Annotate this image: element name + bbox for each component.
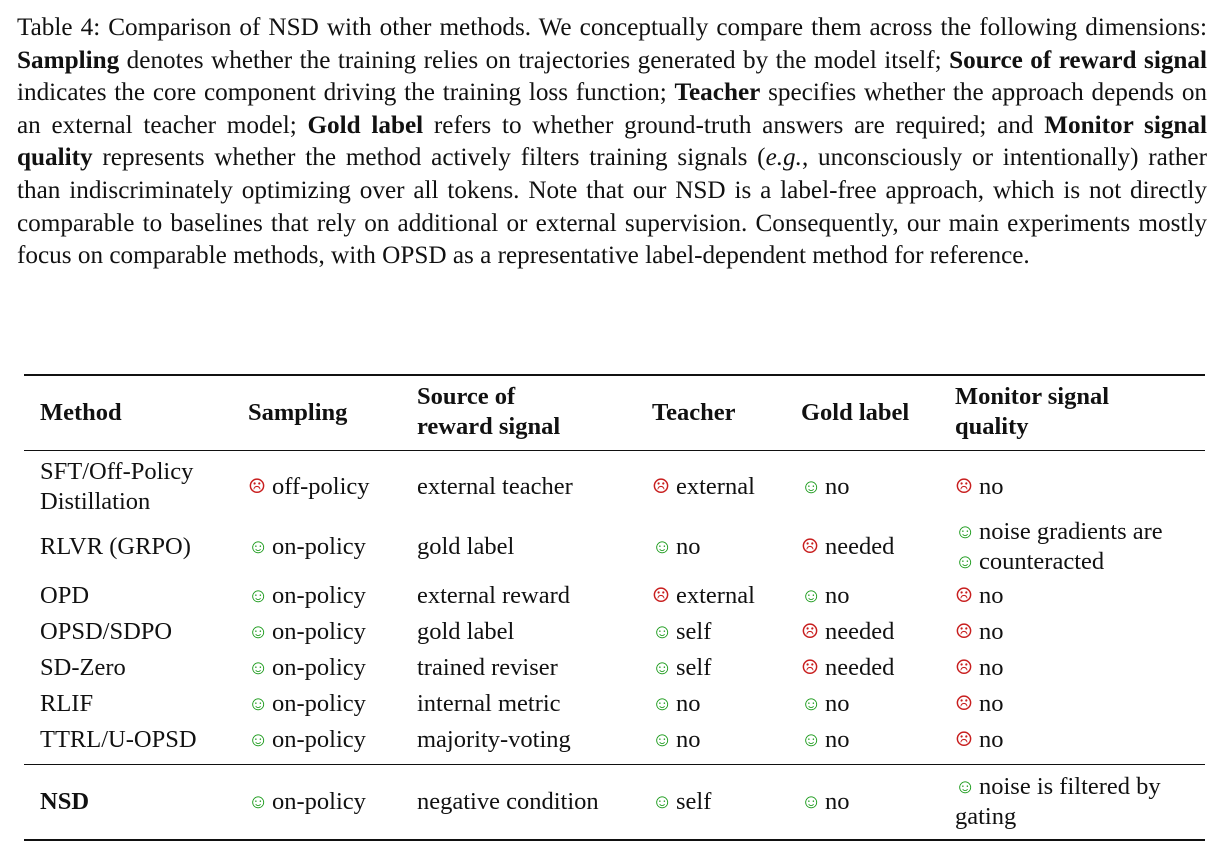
smiley-good-icon: ☺ — [248, 536, 269, 558]
caption-text: denotes whether the training relies on trajectories generated by the model itself; — [126, 46, 942, 74]
method-cell — [40, 487, 150, 517]
teacher-cell — [652, 725, 701, 755]
smiley-good-icon: ☺ — [248, 729, 269, 751]
smiley-bad-icon: ☹ — [955, 621, 973, 643]
header-method: Method — [40, 399, 122, 426]
cell-text: counteracted — [979, 548, 1105, 575]
smiley-good-icon: ☺ — [801, 791, 822, 813]
group-rule — [24, 764, 1205, 765]
cell-text: internal metric — [417, 690, 561, 717]
smiley-good-icon: ☺ — [652, 621, 673, 643]
cell-text: no — [676, 726, 701, 753]
cell-text: NSD — [40, 788, 90, 815]
cell-text: RLVR (GRPO) — [40, 533, 191, 560]
smiley-good-icon: ☺ — [955, 776, 976, 798]
monitor-cell — [955, 802, 1016, 832]
caption-term-monitor: Monitor signal quality — [17, 111, 1208, 172]
cell-text: no — [825, 788, 850, 815]
smiley-bad-icon: ☹ — [955, 693, 973, 715]
cell-text: noise is filtered by — [979, 773, 1161, 800]
smiley-good-icon: ☺ — [801, 729, 822, 751]
smiley-good-icon: ☺ — [955, 521, 976, 543]
source-cell — [417, 689, 561, 719]
sampling-cell — [248, 689, 366, 719]
smiley-good-icon: ☺ — [248, 791, 269, 813]
smiley-bad-icon: ☹ — [652, 476, 670, 498]
gold-label-cell — [801, 725, 850, 755]
caption-eg: e.g. — [765, 144, 802, 172]
header-monitor-line2: quality — [955, 413, 1029, 440]
cell-text: needed — [825, 618, 895, 645]
teacher-cell — [652, 472, 755, 502]
method-cell — [40, 532, 191, 562]
smiley-bad-icon: ☹ — [801, 621, 819, 643]
cell-text: majority-voting — [417, 726, 571, 753]
smiley-good-icon: ☺ — [248, 693, 269, 715]
cell-text: off-policy — [272, 473, 370, 500]
caption-text: indicates the core component driving the training loss function; — [17, 79, 667, 107]
header-source-line2: reward signal — [417, 413, 561, 440]
smiley-good-icon: ☺ — [955, 551, 976, 573]
cell-text: external — [676, 582, 755, 609]
cell-text: Distillation — [40, 488, 151, 515]
monitor-cell — [955, 617, 1004, 647]
method-cell — [40, 653, 126, 683]
source-cell — [417, 653, 558, 683]
caption-text: specifies whether the approach depends on an external teacher model; — [17, 79, 1208, 139]
gold-label-cell — [801, 689, 850, 719]
cell-text: RLIF — [40, 690, 94, 717]
cell-text: OPD — [40, 582, 90, 609]
cell-text: no — [979, 473, 1004, 500]
header-teacher: Teacher — [652, 399, 736, 426]
monitor-cell — [955, 517, 1163, 547]
method-cell — [40, 457, 193, 487]
cell-text: on-policy — [272, 582, 366, 609]
monitor-cell — [955, 547, 1104, 577]
method-cell — [40, 787, 89, 817]
cell-text: on-policy — [272, 690, 366, 717]
smiley-good-icon: ☺ — [248, 621, 269, 643]
monitor-cell — [955, 725, 1004, 755]
bottom-rule — [24, 839, 1205, 841]
monitor-cell — [955, 689, 1004, 719]
cell-text: TTRL/U-OPSD — [40, 726, 197, 753]
smiley-good-icon: ☺ — [652, 693, 673, 715]
sampling-cell — [248, 653, 366, 683]
method-cell — [40, 617, 172, 647]
sampling-cell — [248, 472, 370, 502]
header-sampling: Sampling — [248, 399, 348, 426]
smiley-bad-icon: ☹ — [801, 657, 819, 679]
cell-text: no — [676, 690, 701, 717]
source-cell — [417, 472, 573, 502]
cell-text: no — [825, 690, 850, 717]
monitor-cell — [955, 772, 1161, 802]
smiley-good-icon: ☺ — [248, 657, 269, 679]
smiley-bad-icon: ☹ — [955, 657, 973, 679]
method-cell — [40, 689, 93, 719]
cell-text: no — [979, 654, 1004, 681]
teacher-cell — [652, 653, 711, 683]
smiley-good-icon: ☺ — [801, 476, 822, 498]
cell-text: no — [825, 582, 850, 609]
gold-label-cell — [801, 653, 894, 683]
caption-term-gold: Gold label — [307, 111, 424, 139]
caption-term-teacher: Teacher — [674, 79, 761, 107]
sampling-cell — [248, 725, 366, 755]
teacher-cell — [652, 581, 755, 611]
teacher-cell — [652, 787, 711, 817]
cell-text: SD-Zero — [40, 654, 126, 681]
gold-label-cell — [801, 472, 850, 502]
method-cell — [40, 725, 197, 755]
smiley-good-icon: ☺ — [248, 585, 269, 607]
caption-text: , unconsciously or intentionally) rather than indiscriminately optimizing over all tokens. Note that our NSD is a label-free approach, which is not directly comparable to baselines that rely on additional or external supervision. Consequently, our main experiments mostly focus on comparable methods, with OPSD as a representative label-dependent method for reference. — [17, 144, 1208, 270]
source-cell — [417, 787, 599, 817]
header-source-line1: Source of — [417, 383, 516, 410]
cell-text: SFT/Off-Policy — [40, 458, 194, 485]
gold-label-cell — [801, 787, 850, 817]
cell-text: needed — [825, 654, 895, 681]
smiley-good-icon: ☺ — [652, 536, 673, 558]
smiley-bad-icon: ☹ — [801, 536, 819, 558]
caption-text: represents whether the method actively filters training signals ( — [102, 144, 766, 172]
caption-text: Comparison of NSD with other methods. We conceptually compare them across the following dimensions: — [108, 14, 1207, 41]
cell-text: no — [979, 582, 1004, 609]
cell-text: external reward — [417, 582, 571, 609]
cell-text: gating — [955, 803, 1017, 830]
teacher-cell — [652, 532, 701, 562]
caption-term-sampling: Sampling — [17, 46, 120, 74]
smiley-good-icon: ☺ — [801, 693, 822, 715]
table-caption — [17, 12, 1207, 273]
smiley-good-icon: ☺ — [801, 585, 822, 607]
smiley-bad-icon: ☹ — [652, 585, 670, 607]
monitor-cell — [955, 472, 1004, 502]
smiley-bad-icon: ☹ — [248, 476, 266, 498]
header-monitor-line1: Monitor signal — [955, 383, 1110, 410]
caption-label: Table 4: — [17, 14, 101, 41]
smiley-good-icon: ☺ — [652, 657, 673, 679]
source-cell — [417, 581, 570, 611]
cell-text: external — [676, 473, 755, 500]
smiley-bad-icon: ☹ — [955, 476, 973, 498]
cell-text: on-policy — [272, 726, 366, 753]
cell-text: no — [979, 726, 1004, 753]
header-rule — [24, 450, 1205, 451]
smiley-good-icon: ☺ — [652, 729, 673, 751]
cell-text: no — [825, 473, 850, 500]
teacher-cell — [652, 617, 711, 647]
cell-text: on-policy — [272, 654, 366, 681]
source-cell — [417, 725, 571, 755]
gold-label-cell — [801, 532, 894, 562]
method-cell — [40, 581, 89, 611]
sampling-cell — [248, 787, 366, 817]
cell-text: no — [979, 618, 1004, 645]
source-cell — [417, 532, 514, 562]
cell-text: self — [676, 654, 712, 681]
caption-text: refers to whether ground-truth answers are required; and — [433, 111, 1034, 139]
teacher-cell — [652, 689, 701, 719]
cell-text: noise gradients are — [979, 518, 1163, 545]
cell-text: self — [676, 788, 712, 815]
cell-text: needed — [825, 533, 895, 560]
cell-text: on-policy — [272, 618, 366, 645]
sampling-cell — [248, 581, 366, 611]
top-rule — [24, 374, 1205, 376]
cell-text: gold label — [417, 533, 515, 560]
gold-label-cell — [801, 617, 894, 647]
gold-label-cell — [801, 581, 850, 611]
cell-text: on-policy — [272, 533, 366, 560]
sampling-cell — [248, 532, 366, 562]
cell-text: on-policy — [272, 788, 366, 815]
cell-text: self — [676, 618, 712, 645]
cell-text: negative condition — [417, 788, 599, 815]
monitor-cell — [955, 581, 1004, 611]
smiley-bad-icon: ☹ — [955, 585, 973, 607]
cell-text: no — [979, 690, 1004, 717]
caption-term-source: Source of reward signal — [949, 46, 1208, 74]
cell-text: no — [825, 726, 850, 753]
cell-text: trained reviser — [417, 654, 558, 681]
header-gold-label: Gold label — [801, 399, 910, 426]
smiley-bad-icon: ☹ — [955, 729, 973, 751]
monitor-cell — [955, 653, 1004, 683]
cell-text: gold label — [417, 618, 515, 645]
sampling-cell — [248, 617, 366, 647]
smiley-good-icon: ☺ — [652, 791, 673, 813]
cell-text: external teacher — [417, 473, 573, 500]
cell-text: no — [676, 533, 701, 560]
cell-text: OPSD/SDPO — [40, 618, 173, 645]
source-cell — [417, 617, 514, 647]
